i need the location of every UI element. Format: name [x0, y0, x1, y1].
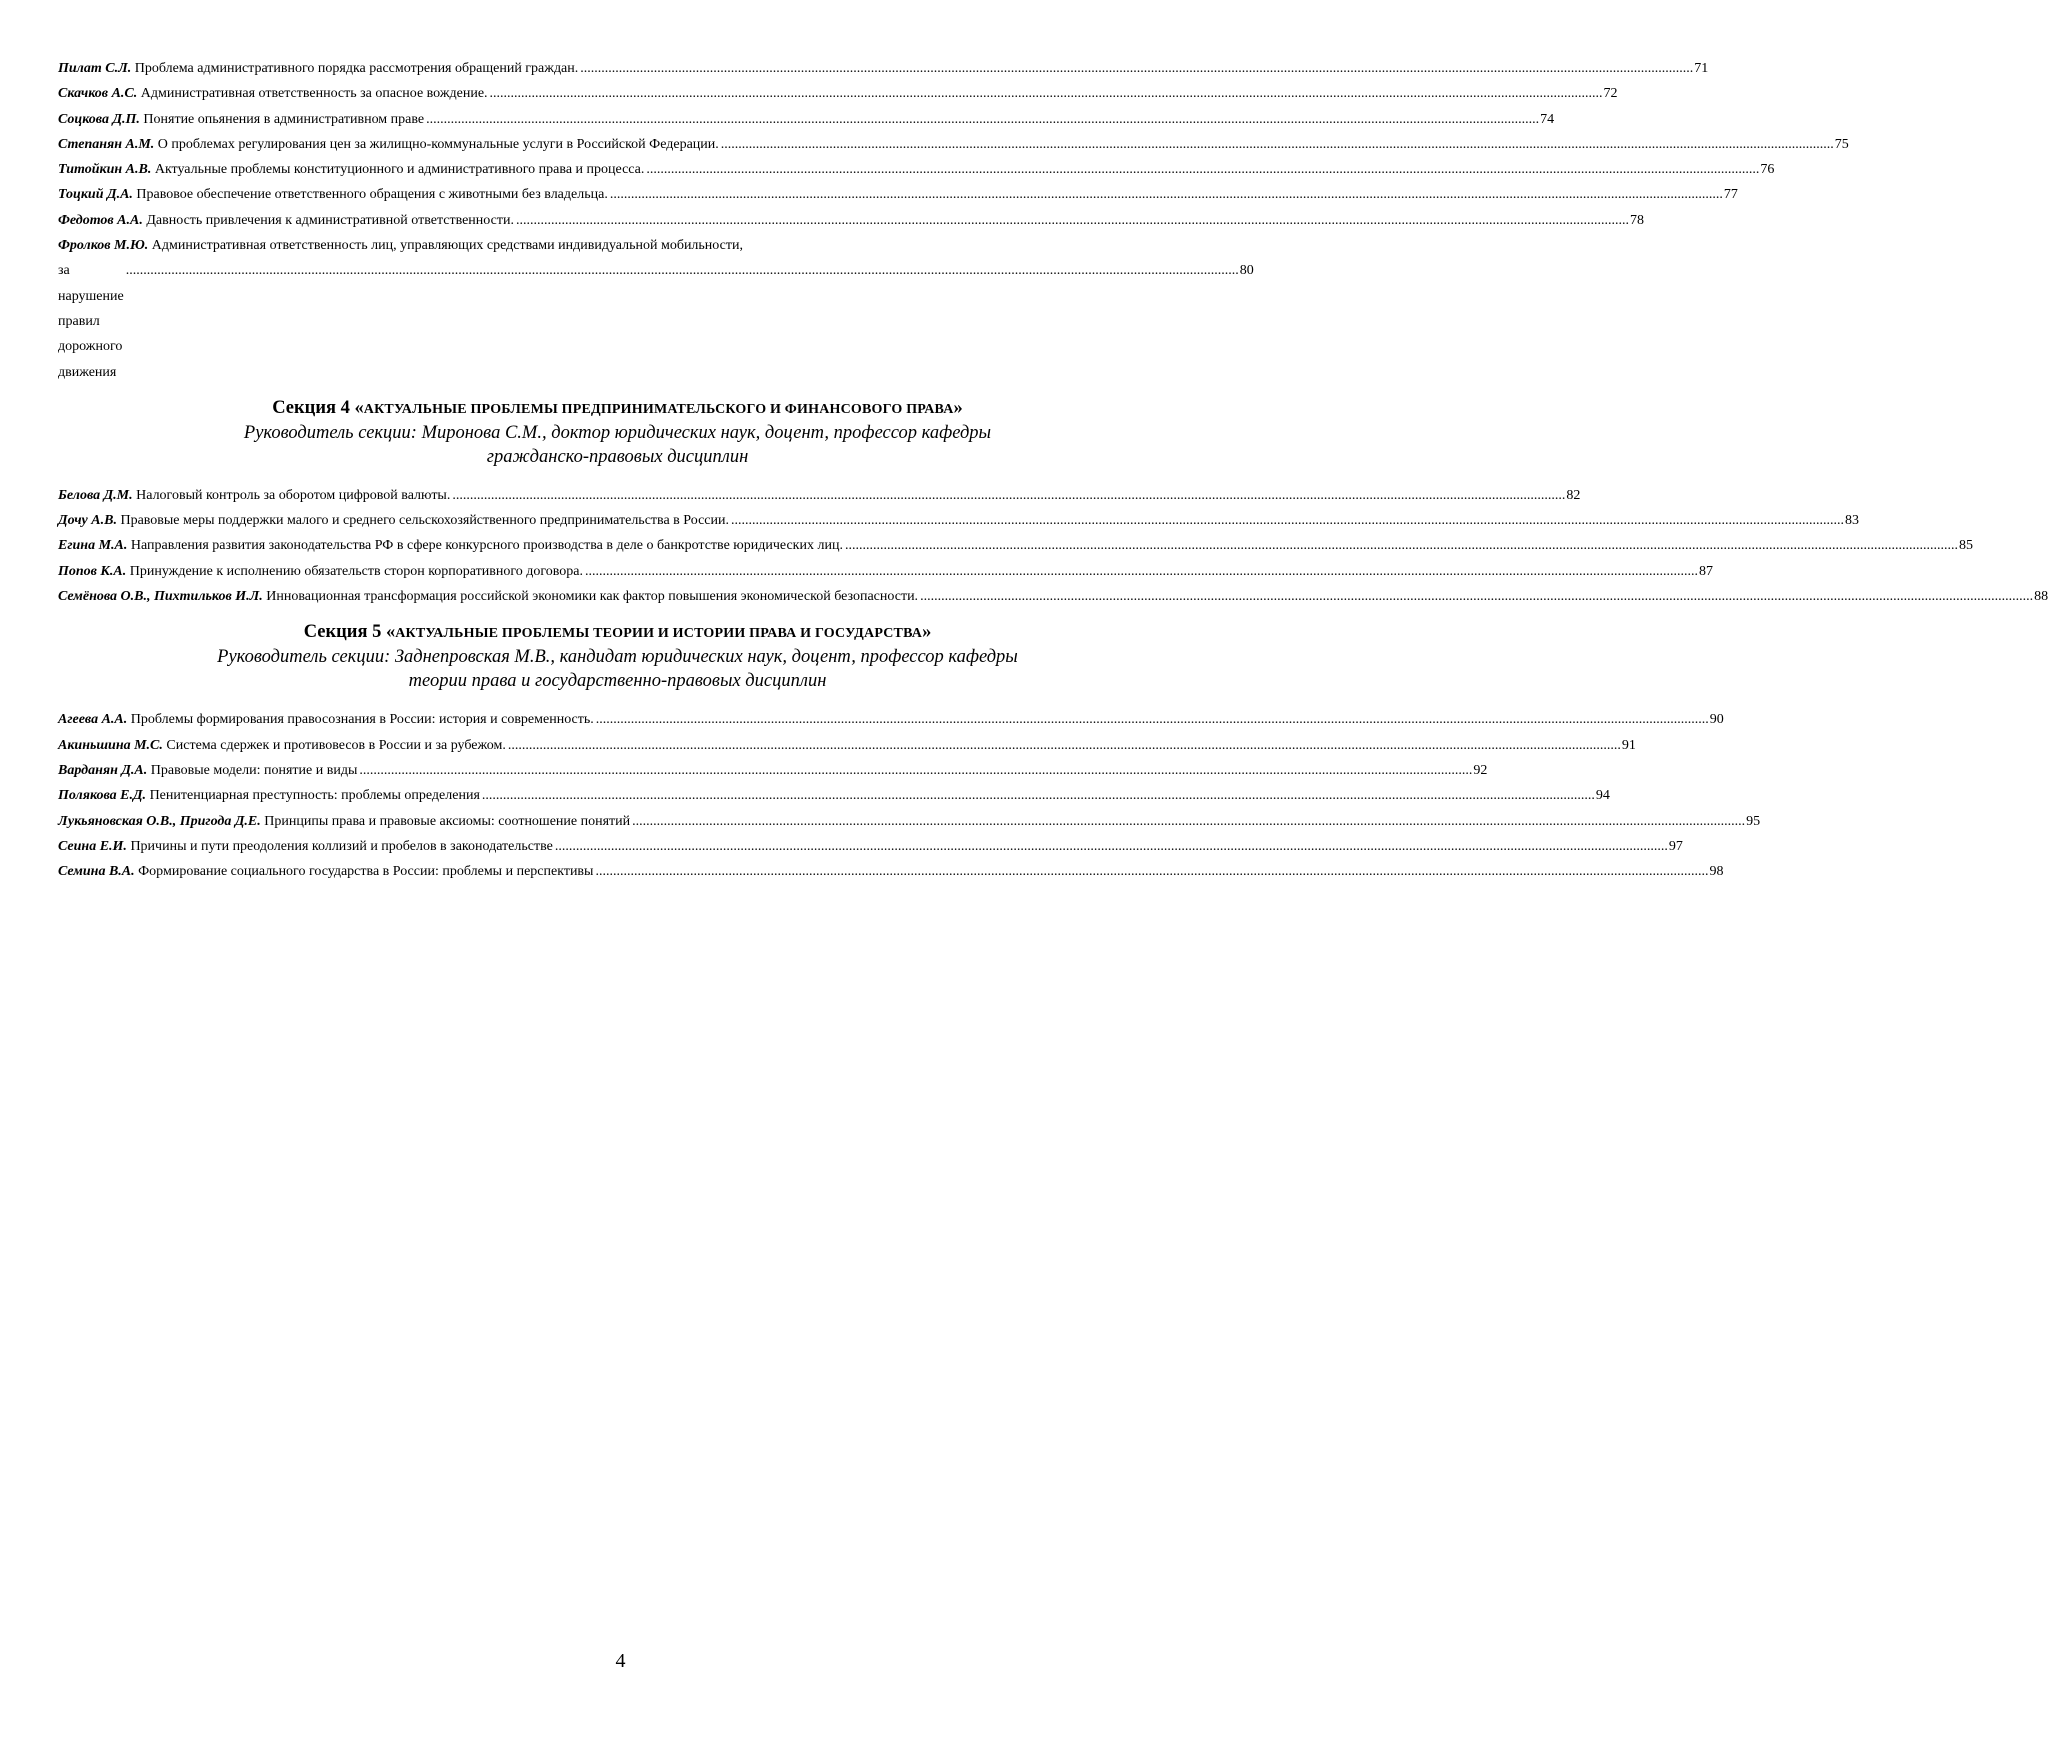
entry-title: Принуждение к исполнению обязательств сторон корпоративного договора.: [129, 563, 584, 579]
entry-title: Актуальные проблемы конституционного и административного права и процесса.: [154, 162, 645, 178]
entry-title: Проблемы формирования правосознания в России: история и современность.: [130, 712, 594, 728]
toc-entry[interactable]: [58, 157, 1775, 182]
entry-page: 74: [1540, 111, 1555, 127]
toc-entry[interactable]: [58, 859, 1724, 884]
entry-title: Давность привлечения к административной ответственности.: [146, 212, 514, 228]
entry-title: Проблема административного порядка рассмотрения обращений граждан.: [134, 61, 579, 76]
toc-group-section-5: [58, 707, 1761, 884]
entry-title: Причины и пути преодоления коллизий и пробелов в законодательстве: [130, 838, 553, 854]
entry-author: Варданян Д.А.: [58, 762, 148, 778]
entry-page: 87: [1699, 563, 1714, 579]
entry-page: 78: [1629, 212, 1644, 228]
entry-page: 80: [1239, 263, 1254, 279]
entry-title: Понятие опьянения в административном праве: [143, 111, 425, 127]
toc-entry[interactable]: [58, 707, 1724, 732]
entry-author: Дочу А.В.: [58, 513, 117, 529]
toc-entry[interactable]: [58, 107, 1555, 132]
entry-title: Административная ответственность за опасное вождение.: [140, 86, 488, 102]
dot-leader: [593, 859, 1708, 884]
entry-page: 82: [1566, 487, 1581, 503]
entry-author: Фролков М.Ю.: [58, 238, 149, 254]
dot-leader: [480, 783, 1595, 808]
dot-leader: [578, 56, 1693, 81]
dot-leader: [506, 733, 1621, 758]
table-of-contents: [58, 56, 2048, 884]
dot-leader: [514, 208, 1629, 233]
entry-author: Акиньшина М.С.: [58, 737, 163, 753]
toc-group-administrative: [58, 56, 1849, 385]
dot-leader: [719, 132, 1834, 157]
entry-author: Титойкин А.В.: [58, 162, 152, 178]
toc-entry[interactable]: [58, 783, 1610, 808]
entry-page: 92: [1473, 762, 1488, 778]
dot-leader: [608, 182, 1723, 207]
entry-author: Агеева А.А.: [58, 712, 128, 728]
entry-author: Соцкова Д.П.: [58, 111, 140, 127]
entry-page: 83: [1844, 513, 1859, 529]
entry-page: 98: [1709, 864, 1724, 880]
dot-leader: [583, 559, 1698, 584]
entry-title: Пенитенциарная преступность: проблемы определения: [149, 788, 480, 804]
toc-entry[interactable]: [58, 483, 1581, 508]
entry-page: 71: [1694, 61, 1709, 76]
section-4-heading: [58, 397, 1177, 469]
toc-entry[interactable]: [58, 758, 1488, 783]
entry-page: 97: [1668, 838, 1683, 854]
entry-author: Пилат С.Л.: [58, 61, 132, 76]
toc-entry[interactable]: [58, 834, 1683, 859]
entry-page: 94: [1595, 788, 1610, 804]
entry-title: Инновационная трансформация российской экономики как фактор повышения экономической безопасности.: [266, 589, 919, 605]
toc-entry[interactable]: [58, 584, 2048, 609]
dot-leader: [644, 157, 1759, 182]
dot-leader: [124, 258, 1239, 283]
toc-group-section-4: [58, 483, 2048, 609]
entry-title: Направления развития законодательства РФ в сфере конкурсного производства в деле о банкротстве юридических лиц.: [130, 538, 843, 554]
dot-leader: [357, 758, 1472, 783]
toc-entry[interactable]: [58, 559, 1714, 584]
entry-title: Принципы права и правовые аксиомы: соотношение понятий: [264, 813, 631, 829]
section-lead-department: гражданско-правовых дисциплин: [486, 446, 749, 467]
entry-title: Налоговый контроль за оборотом цифровой валюты.: [136, 487, 451, 503]
entry-author: Семина В.А.: [58, 864, 135, 880]
section-lead: Руководитель секции: Заднепровская М.В., кандидат юридических наук, доцент, профессор кафедры: [217, 647, 1018, 668]
entry-author: Лукьяновская О.В., Пригода Д.Е.: [58, 813, 261, 829]
dot-leader: [488, 81, 1603, 106]
entry-title: О проблемах регулирования цен за жилищно-коммунальные услуги в Российской Федерации.: [157, 136, 719, 152]
section-lead: Руководитель секции: Миронова С.М., доктор юридических наук, доцент, профессор кафедры: [243, 422, 992, 443]
entry-page: 88: [2034, 589, 2048, 605]
section-title: Секция 5 «АКТУАЛЬНЫЕ ПРОБЛЕМЫ ТЕОРИИ И ИСТОРИИ ПРАВА И ГОСУДАРСТВА»: [303, 622, 932, 643]
page-number: 4: [615, 1650, 626, 1672]
dot-leader: [424, 107, 1539, 132]
entry-page: 95: [1746, 813, 1761, 829]
entry-author: Тоцкий Д.А.: [58, 187, 133, 203]
entry-page: 75: [1834, 136, 1849, 152]
entry-page: 76: [1760, 162, 1775, 178]
toc-entry[interactable]: [58, 56, 1709, 81]
dot-leader: [729, 508, 1844, 533]
toc-entry[interactable]: [58, 132, 1849, 157]
dot-leader: [630, 809, 1745, 834]
toc-entry[interactable]: [58, 533, 1973, 558]
entry-page: 77: [1723, 187, 1738, 203]
entry-author: Степанян А.М.: [58, 136, 155, 152]
dot-leader: [450, 483, 1565, 508]
toc-entry[interactable]: [58, 208, 1644, 233]
entry-title: Правовые модели: понятие и виды: [150, 762, 358, 778]
toc-entry[interactable]: [58, 182, 1738, 207]
section-title: Секция 4 «АКТУАЛЬНЫЕ ПРОБЛЕМЫ ПРЕДПРИНИМАТЕЛЬСКОГО И ФИНАНСОВОГО ПРАВА»: [272, 397, 963, 418]
entry-title: Формирование социального государства в России: проблемы и перспективы: [138, 864, 594, 880]
toc-entry[interactable]: [58, 733, 1636, 758]
toc-entry[interactable]: [58, 508, 1859, 533]
entry-title: Административная ответственность лиц, управляющих средствами индивидуальной мобильности,: [151, 238, 743, 254]
entry-page: 91: [1621, 737, 1636, 753]
entry-page: 90: [1709, 712, 1724, 728]
entry-author: Попов К.А.: [58, 563, 127, 579]
toc-entry[interactable]: [58, 81, 1618, 106]
dot-leader: [553, 834, 1668, 859]
entry-title: Правовые меры поддержки малого и среднего сельскохозяйственного предпринимательства в России.: [120, 513, 729, 529]
entry-title: Правовое обеспечение ответственного обращения с животными без владельца.: [136, 187, 608, 203]
entry-author: Семёнова О.В., Пихтильков И.Л.: [58, 589, 263, 605]
section-lead-department: теории права и государственно-правовых дисциплин: [408, 671, 827, 692]
dot-leader: [918, 584, 2033, 609]
entry-author: Полякова Е.Д.: [58, 788, 147, 804]
toc-entry-multiline[interactable]: [58, 233, 1254, 385]
dot-leader: [843, 533, 1958, 558]
entry-author: Сеина Е.И.: [58, 838, 127, 854]
entry-title-continued: за нарушение правил дорожного движения: [58, 263, 124, 380]
entry-page: 85: [1958, 538, 1973, 554]
entry-author: Федотов А.А.: [58, 212, 143, 228]
entry-author: Скачков А.С.: [58, 86, 138, 102]
entry-author: Белова Д.М.: [58, 487, 133, 503]
entry-page: 72: [1603, 86, 1618, 102]
entry-title: Система сдержек и противовесов в России и за рубежом.: [166, 737, 506, 753]
toc-entry[interactable]: [58, 809, 1761, 834]
dot-leader: [594, 707, 1709, 732]
entry-author: Егина М.А.: [58, 538, 128, 554]
section-5-heading: [58, 621, 1177, 693]
